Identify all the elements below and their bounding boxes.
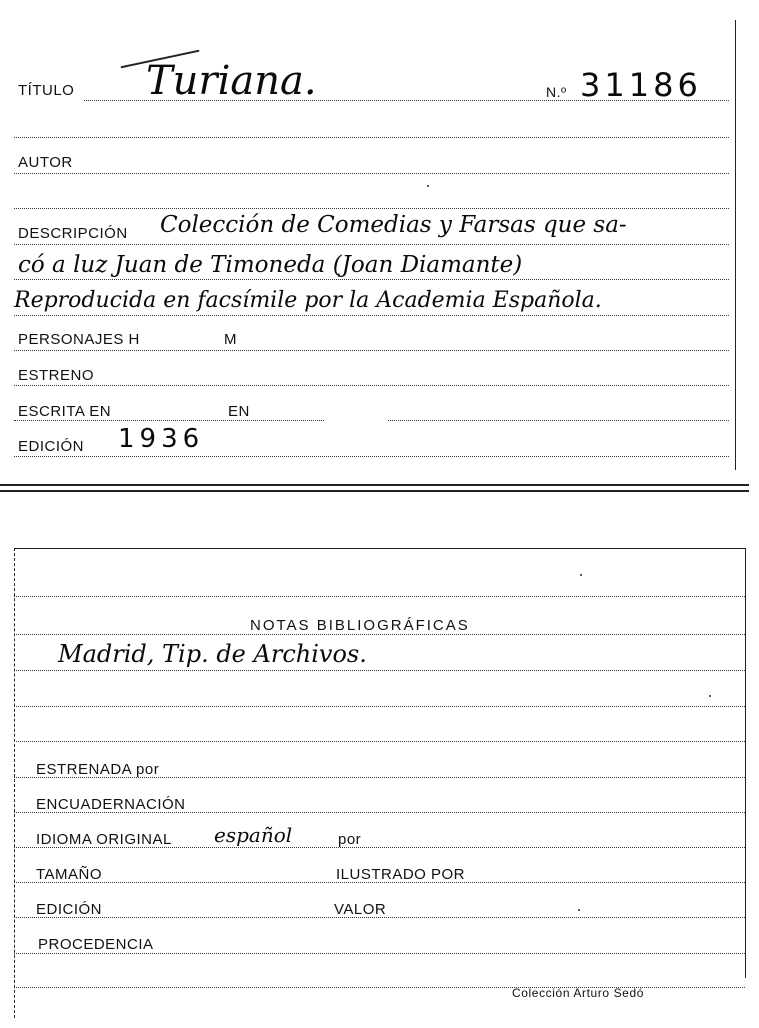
autor-label: AUTOR [18, 154, 73, 171]
speck [709, 695, 711, 697]
idioma-por-label: por [338, 831, 362, 848]
tamano-rule [14, 882, 745, 883]
descripcion-rule-2 [14, 279, 729, 280]
bottom-rule-blank-2 [14, 741, 745, 742]
notas-value: Madrid, Tip. de Archivos. [58, 640, 367, 668]
descripcion-line-1: Colección de Comedias y Farsas que sa- [160, 212, 627, 238]
card-separator-2 [0, 490, 749, 492]
speck [580, 574, 582, 576]
card-separator-1 [0, 484, 749, 486]
personajes-label: PERSONAJES H [18, 331, 140, 348]
encuadernacion-rule [14, 812, 745, 813]
edicion-bottom-rule [14, 917, 745, 918]
bottom-rule-blank-1 [14, 706, 745, 707]
notas-rule [14, 634, 745, 635]
titulo-label: TÍTULO [18, 82, 75, 99]
bottom-rule-1 [14, 596, 745, 597]
estrenada-label: ESTRENADA por [36, 761, 160, 778]
numero-value: 31186 [580, 66, 702, 104]
notas-title: NOTAS BIBLIOGRÁFICAS [250, 617, 470, 634]
edicion-label: EDICIÓN [18, 438, 85, 455]
procedencia-rule [14, 953, 745, 954]
autor-rule [14, 173, 729, 174]
ilustrado-label: ILUSTRADO POR [336, 866, 466, 883]
escrita-rule-left [14, 420, 324, 421]
descripcion-line-3: Reproducida en facsímile por la Academia Española. [14, 288, 602, 313]
notas-value-rule [14, 670, 745, 671]
descripcion-rule-1 [14, 244, 729, 245]
speck [578, 909, 580, 911]
tamano-label: TAMAÑO [36, 866, 103, 883]
bottom-card-left-edge [14, 548, 15, 1018]
escrita-rule-right [388, 420, 729, 421]
estrenada-rule [14, 777, 745, 778]
procedencia-label: PROCEDENCIA [38, 936, 154, 953]
edicion-rule [14, 456, 729, 457]
edicion-bottom-label: EDICIÓN [36, 901, 103, 918]
estreno-rule [14, 385, 729, 386]
spacer-rule [14, 137, 729, 138]
bottom-card-right-edge [745, 548, 746, 978]
personajes-m-label: M [224, 331, 237, 348]
encuadernacion-label: ENCUADERNACIÓN [36, 796, 186, 813]
catalog-card-bottom [0, 540, 759, 1028]
speck [427, 185, 429, 187]
titulo-rule [84, 100, 729, 101]
escrita-label: ESCRITA EN [18, 403, 112, 420]
estreno-label: ESTRENO [18, 367, 95, 384]
personajes-rule [14, 350, 729, 351]
spacer-rule-2 [14, 208, 729, 209]
valor-label: VALOR [334, 901, 387, 918]
numero-label: N.º [546, 84, 567, 100]
edicion-value: 1936 [118, 424, 205, 454]
collection-footer: Colección Arturo Sedó [512, 986, 645, 1000]
idioma-label: IDIOMA ORIGINAL [36, 831, 172, 848]
escrita-en-label: EN [228, 403, 250, 420]
catalog-card-top [0, 0, 759, 470]
idioma-value: español [214, 823, 293, 847]
idioma-rule [14, 847, 745, 848]
descripcion-line-2: có a luz Juan de Timoneda (Joan Diamante) [18, 252, 523, 278]
bottom-card-top-edge [14, 548, 745, 549]
titulo-value: Turiana. [146, 58, 317, 104]
descripcion-rule-3 [14, 315, 729, 316]
card-right-edge [735, 20, 736, 470]
descripcion-label: DESCRIPCIÓN [18, 225, 128, 242]
